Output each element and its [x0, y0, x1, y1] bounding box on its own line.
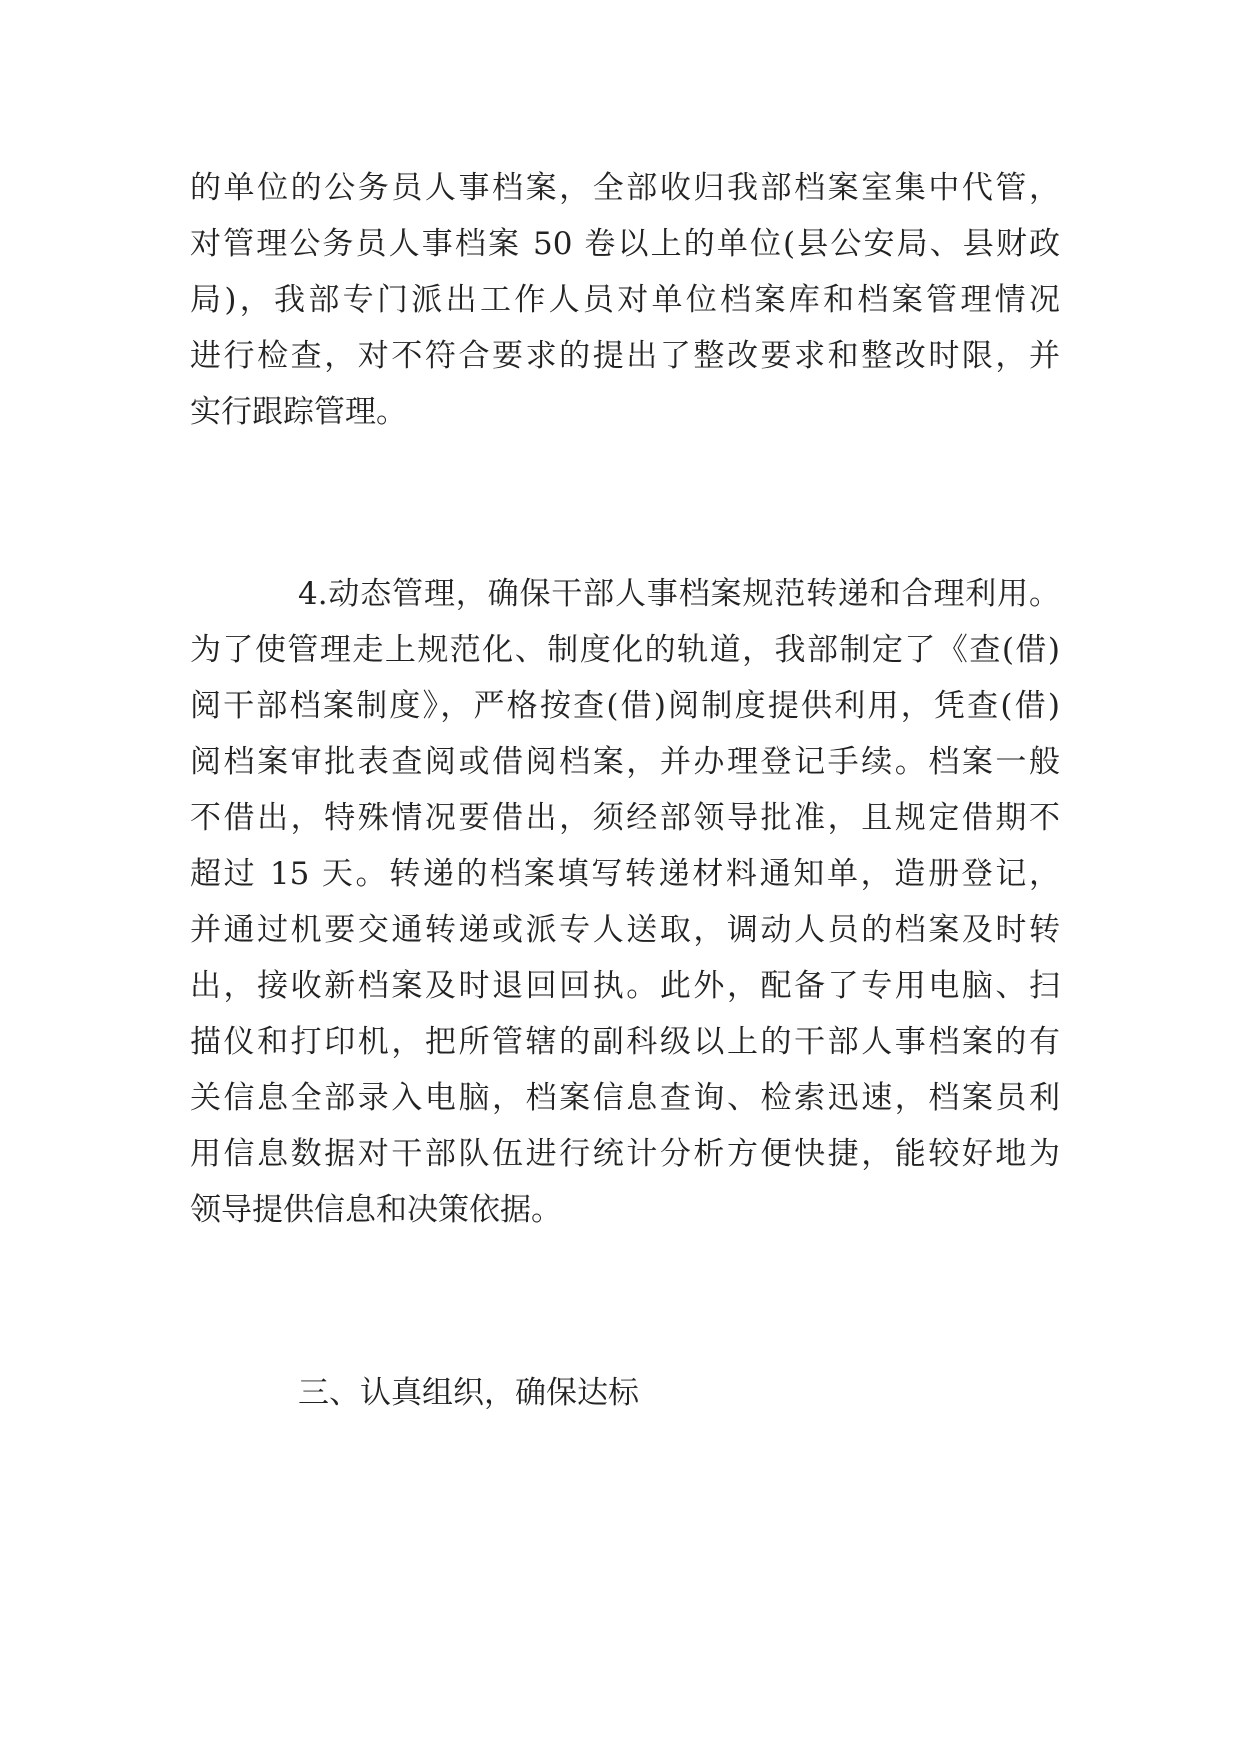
paragraph-1-line-2: 对管理公务员人事档案 50 卷以上的单位(县公安局、县财政	[190, 226, 1060, 262]
paragraph-2-line-7: 并通过机要交通转递或派专人送取，调动人员的档案及时转	[190, 912, 1060, 948]
paragraph-2-line-10: 关信息全部录入电脑，档案信息查询、检索迅速，档案员利	[190, 1080, 1060, 1116]
paragraph-1-line-3: 局)，我部专门派出工作人员对单位档案库和档案管理情况	[190, 282, 1060, 318]
paragraph-1-line-1: 的单位的公务员人事档案，全部收归我部档案室集中代管，	[190, 170, 1060, 206]
paragraph-2-line-9: 描仪和打印机，把所管辖的副科级以上的干部人事档案的有	[190, 1024, 1060, 1060]
paragraph-2-line-1: 4.动态管理，确保干部人事档案规范转递和合理利用。	[298, 576, 1060, 612]
paragraph-2-line-3: 阅干部档案制度》，严格按查(借)阅制度提供利用，凭查(借)	[190, 688, 1060, 724]
paragraph-2-line-5: 不借出，特殊情况要借出，须经部领导批准，且规定借期不	[190, 800, 1060, 836]
paragraph-2-line-6: 超过 15 天。转递的档案填写转递材料通知单，造册登记，	[190, 856, 1060, 892]
paragraph-1-line-5: 实行跟踪管理。	[190, 394, 407, 430]
paragraph-2-line-8: 出，接收新档案及时退回回执。此外，配备了专用电脑、扫	[190, 968, 1060, 1004]
paragraph-2-line-12: 领导提供信息和决策依据。	[190, 1192, 562, 1228]
section-heading: 三、认真组织，确保达标	[298, 1375, 639, 1411]
paragraph-2-line-2: 为了使管理走上规范化、制度化的轨道，我部制定了《查(借)	[190, 632, 1060, 668]
paragraph-2-line-11: 用信息数据对干部队伍进行统计分析方便快捷，能较好地为	[190, 1136, 1060, 1172]
paragraph-2-line-4: 阅档案审批表查阅或借阅档案，并办理登记手续。档案一般	[190, 744, 1060, 780]
paragraph-1-line-4: 进行检查，对不符合要求的提出了整改要求和整改时限，并	[190, 338, 1060, 374]
